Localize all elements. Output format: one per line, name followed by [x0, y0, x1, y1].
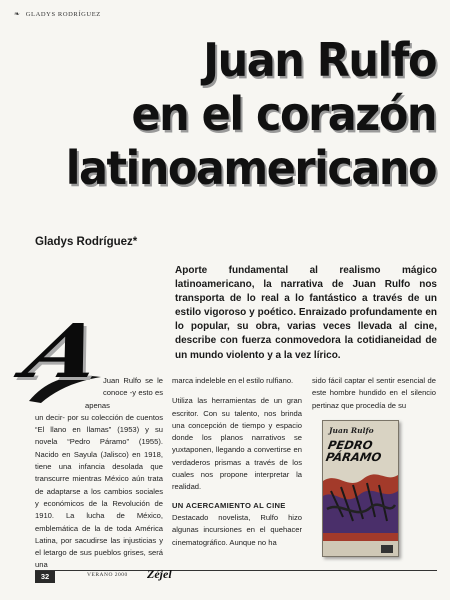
title-line-1: Juan Rulfo [203, 34, 436, 88]
fleuron-icon: ❧ [14, 10, 21, 18]
column-1-text: un decir- por su colección de cuentos “El llano en llamas” (1953) y su novela “Pedro Páramo” (1955). Nacido en Sayula (Jalisco) en 1918, tiene una infancia desolada que transcurre mientras México aún trata de adaptarse a los cambios sociales y económicos de la Revolución de 1910. La lucha de México, emblemática de la de toda América Latina, por sacudirse las injusticias y el letargo de sus pueblos grises, será una [35, 412, 163, 570]
book-cover-image [322, 420, 399, 557]
column-1-opening: Juan Rulfo se le conoce -y esto es apenas [85, 376, 163, 410]
article-title [56, 34, 436, 196]
book-cover-author: Juan Rulfo [329, 426, 374, 435]
book-title-line-1: PEDRO [326, 438, 374, 452]
column-2-paragraph-1: marca indeleble en el estilo rulfiano. [172, 376, 294, 385]
author-byline: Gladys Rodríguez* [35, 236, 138, 248]
book-cover-title [325, 439, 397, 463]
title-line-3: latinoamericano [65, 142, 436, 196]
dropcap [15, 309, 112, 395]
body-column-1 [15, 309, 163, 572]
journal-name: Zéjel [147, 567, 172, 581]
running-head-text: GLADYS RODRÍGUEZ [25, 11, 101, 18]
section-subheading: UN ACERCAMIENTO AL CINE [172, 500, 286, 510]
page-number: 32 [35, 571, 55, 583]
running-head [14, 10, 101, 18]
book-title-line-2: PÁRAMO [324, 450, 383, 464]
column-3-text: sido fácil captar el sentir esencial de este hombre hundido en el silencio pertinaz que procedía de su [312, 376, 436, 410]
issue-label: VERANO 2000 [87, 572, 128, 578]
column-2-paragraph-3: Destacado novelista, Rulfo hizo algunas incursiones en el quehacer cinematográfico. Aunque no ha [172, 512, 302, 547]
column-2-paragraph-2: Utiliza las herramientas de un gran escritor. Con su talento, nos brinda una concepción de tiempo y espacio donde los planos narrativos se yuxtaponen, llegando a convertirse en verdaderos prismas a través de los cuales nos propone interpretar la realidad. [172, 396, 302, 492]
dropcap-letter: A [15, 309, 112, 395]
title-line-2: en el corazón [131, 88, 436, 142]
body-column-3 [312, 375, 436, 412]
body-column-2 [172, 375, 302, 549]
article-abstract: Aporte fundamental al realismo mágico latinoamericano, la narrativa de Juan Rulfo nos transporta de lo real a lo fantástico a través de un estilo vigoroso y poético. Enraizado profundamente en lo popular, su obra, varias veces llevada al cine, describe con fuerza conmovedora la cotidianeidad de un mundo violento y a la vez lírico. [175, 265, 437, 361]
page-footer [35, 567, 437, 585]
